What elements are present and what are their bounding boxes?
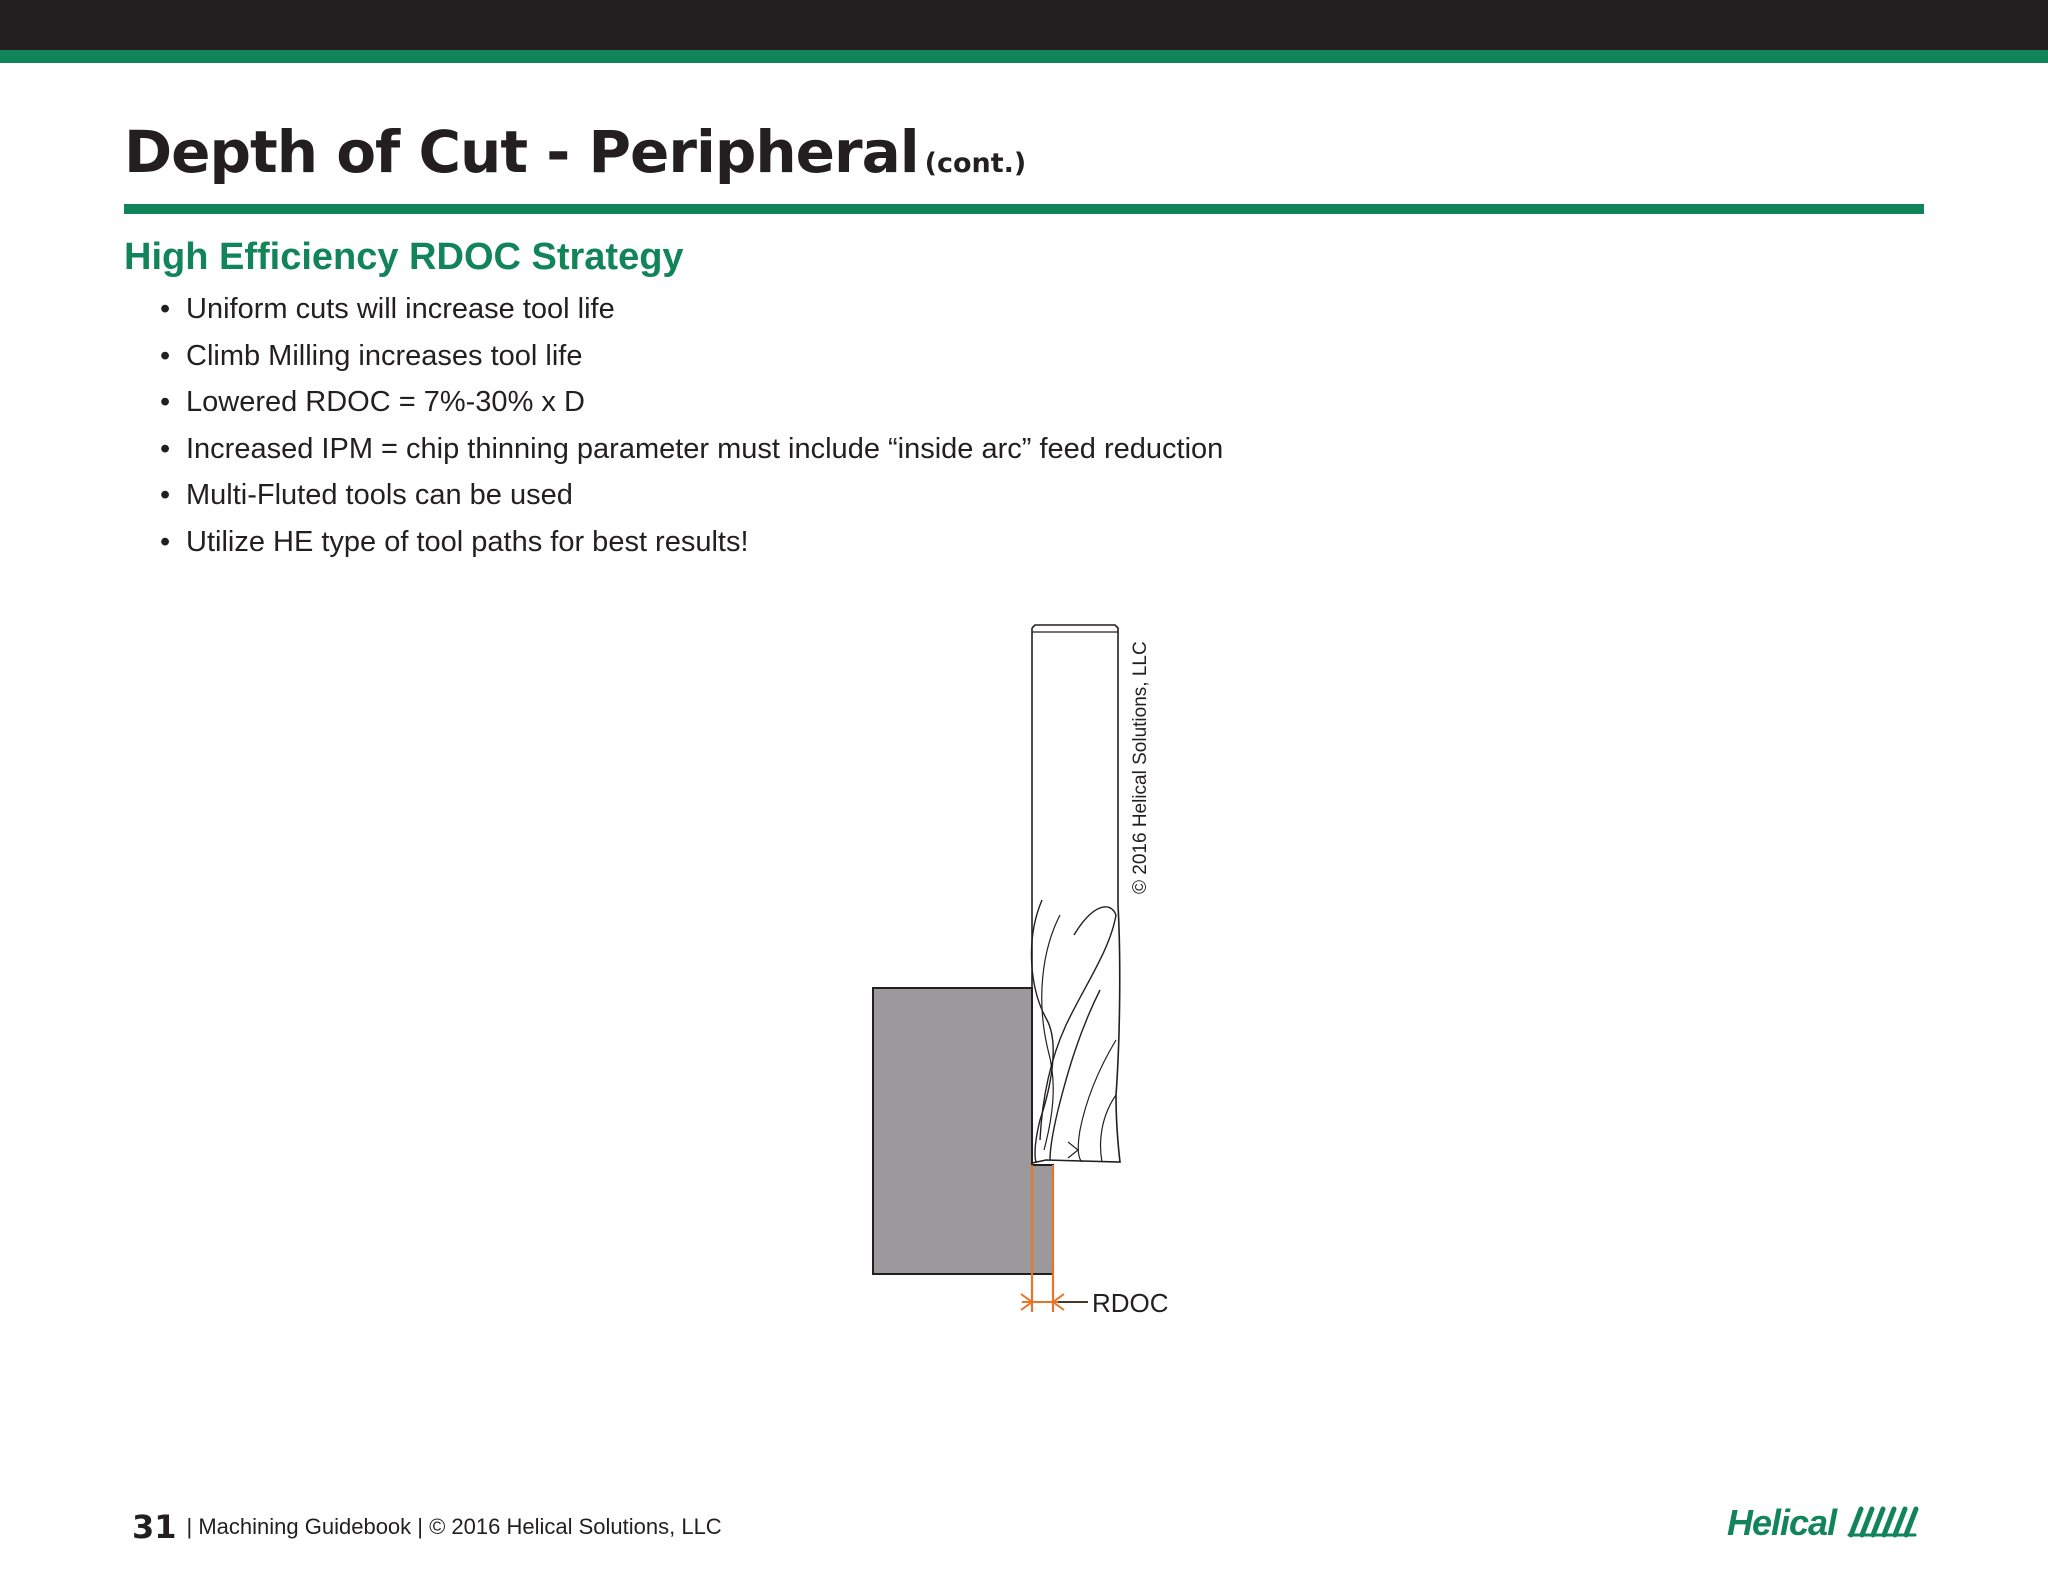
helical-logo bbox=[1725, 1499, 1925, 1545]
title-rule bbox=[124, 204, 1924, 214]
section-subtitle: High Efficiency RDOC Strategy bbox=[124, 236, 684, 278]
page-title-suffix: (cont.) bbox=[924, 148, 1027, 179]
list-item bbox=[160, 382, 1223, 429]
bullet-icon: • bbox=[160, 386, 171, 418]
list-item bbox=[160, 336, 1223, 383]
list-item bbox=[160, 429, 1223, 476]
bullet-text: Increased IPM = chip thinning parameter must include “inside arc” feed reduction bbox=[186, 432, 1224, 465]
rdoc-label: RDOC bbox=[1092, 1288, 1169, 1318]
bullet-text: Lowered RDOC = 7%-30% x D bbox=[186, 386, 585, 418]
page-title bbox=[124, 118, 1026, 186]
top-green-stripe bbox=[0, 50, 2048, 63]
bullet-icon: • bbox=[160, 339, 171, 372]
helix-flute-4 bbox=[1050, 990, 1100, 1160]
top-dark-bar bbox=[0, 0, 2048, 50]
helix-flute-5 bbox=[1078, 1040, 1116, 1162]
logo-helix-icon bbox=[1849, 1509, 1916, 1535]
logo-text: Helical bbox=[1727, 1502, 1837, 1543]
bullet-icon: • bbox=[160, 293, 171, 325]
list-item bbox=[160, 475, 1223, 522]
page-footer bbox=[132, 1508, 722, 1546]
list-item bbox=[160, 289, 1223, 336]
bullet-text: Multi-Fluted tools can be used bbox=[186, 479, 573, 511]
page-number: 31 bbox=[132, 1508, 177, 1546]
list-item bbox=[160, 522, 1223, 569]
diagram-copyright: © 2016 Helical Solutions, LLC bbox=[1130, 641, 1151, 894]
bullet-text: Utilize HE type of tool paths for best results! bbox=[186, 525, 749, 558]
tool-shank bbox=[1032, 625, 1118, 905]
bullet-list bbox=[160, 289, 1223, 568]
bullet-text: Uniform cuts will increase tool life bbox=[186, 293, 615, 325]
page-title-text: Depth of Cut - Peripheral bbox=[124, 118, 919, 186]
end-mill-diagram bbox=[860, 610, 1200, 1330]
workpiece-block bbox=[873, 988, 1053, 1274]
bullet-icon: • bbox=[160, 432, 171, 465]
bullet-icon: • bbox=[160, 525, 171, 558]
bullet-text: Climb Milling increases tool life bbox=[186, 339, 583, 372]
flute-tip bbox=[1068, 1142, 1078, 1158]
helix-flute-2 bbox=[1040, 907, 1116, 1140]
bullet-icon: • bbox=[160, 479, 171, 511]
helix-flute-6 bbox=[1101, 1095, 1116, 1162]
footer-text: | Machining Guidebook | © 2016 Helical Solutions, LLC bbox=[186, 1514, 722, 1539]
